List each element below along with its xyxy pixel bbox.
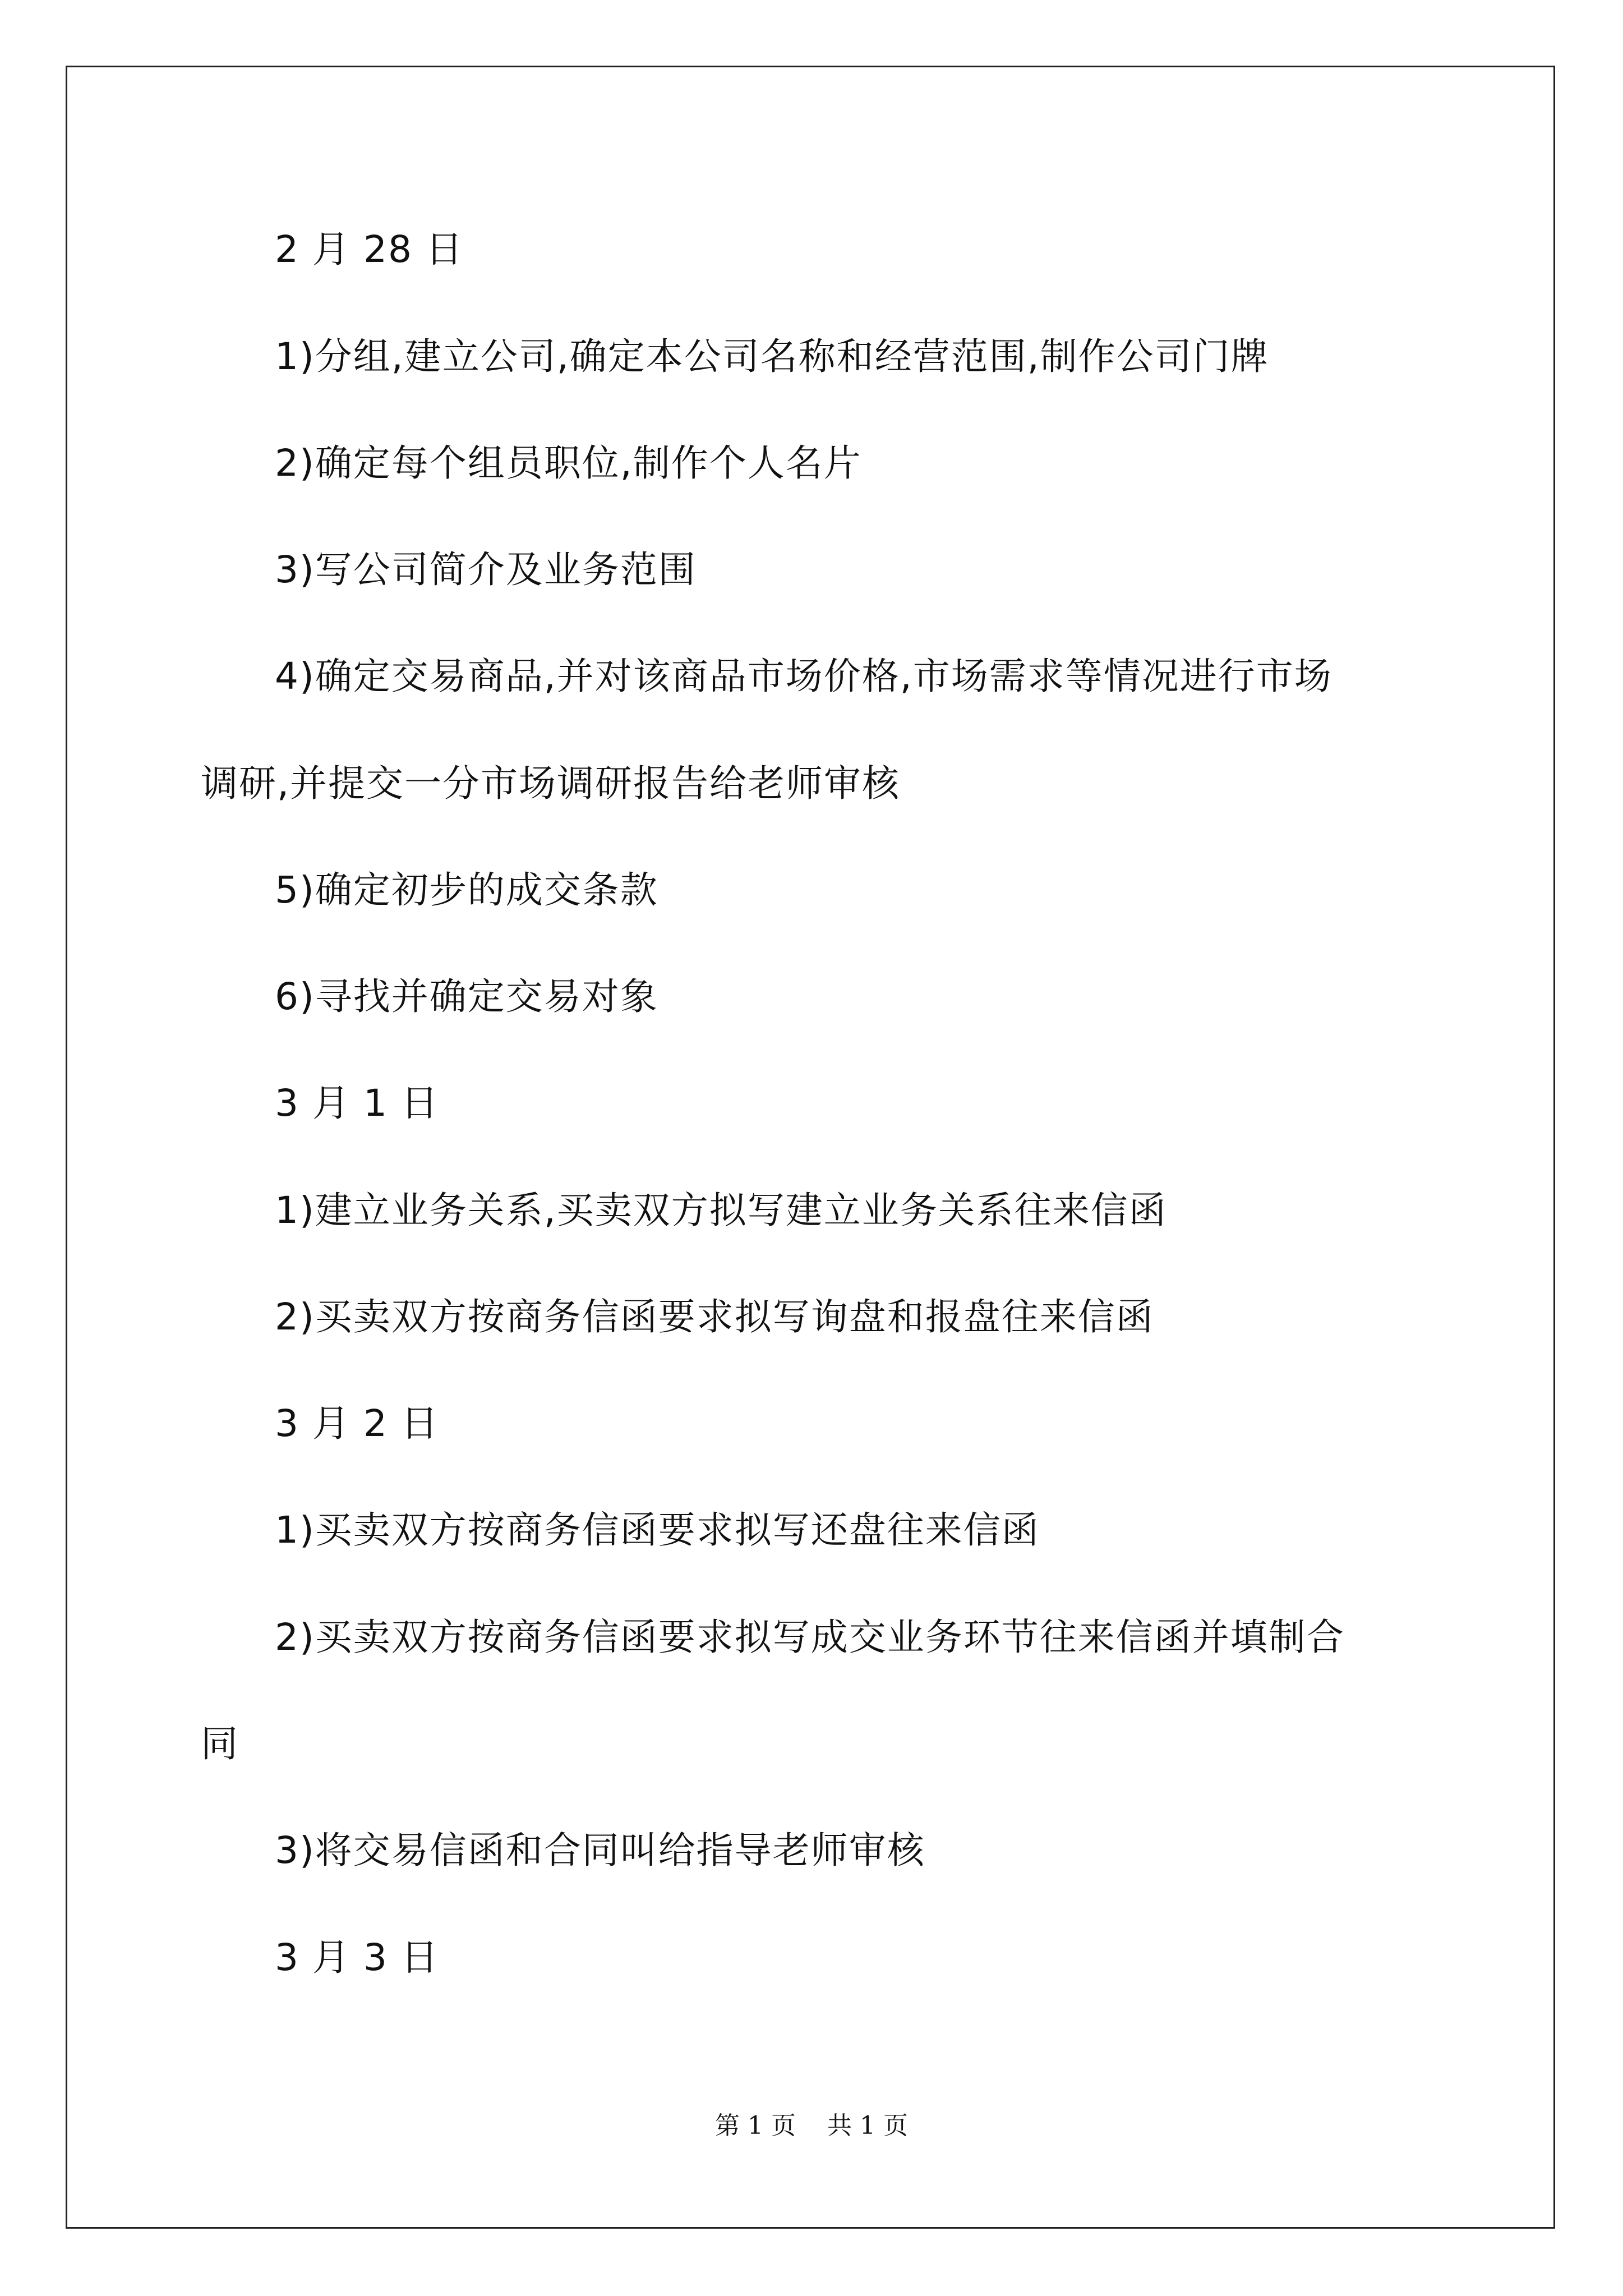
date-heading: 3 月 1 日 [275,1082,439,1125]
text-line: 4)确定交易商品,并对该商品市场价格,市场需求等情况进行市场 [275,655,1332,698]
text-line: 3)将交易信函和合同叫给指导老师审核 [275,1829,925,1872]
text-line: 5)确定初步的成交条款 [275,868,658,912]
text-line: 6)寻找并确定交易对象 [275,975,658,1018]
page-number: 第 1 页 [715,2111,796,2140]
page-footer [0,2110,1623,2142]
text-line: 2)买卖双方按商务信函要求拟写成交业务环节往来信函并填制合 [275,1616,1345,1659]
text-line: 同 [201,1722,239,1765]
date-heading: 2 月 28 日 [275,228,464,271]
text-line: 1)分组,建立公司,确定本公司名称和经营范围,制作公司门牌 [275,335,1269,378]
page-total: 共 1 页 [827,2111,908,2140]
date-heading: 3 月 3 日 [275,1936,439,1979]
date-heading: 3 月 2 日 [275,1402,439,1445]
text-line: 2)买卖双方按商务信函要求拟写询盘和报盘往来信函 [275,1295,1154,1338]
page-border [66,66,1555,2229]
text-line: 3)写公司简介及业务范围 [275,548,697,591]
text-line: 1)买卖双方按商务信函要求拟写还盘往来信函 [275,1508,1040,1552]
text-line: 调研,并提交一分市场调研报告给老师审核 [201,762,900,805]
text-line: 2)确定每个组员职位,制作个人名片 [275,441,862,485]
text-line: 1)建立业务关系,买卖双方拟写建立业务关系往来信函 [275,1189,1167,1232]
